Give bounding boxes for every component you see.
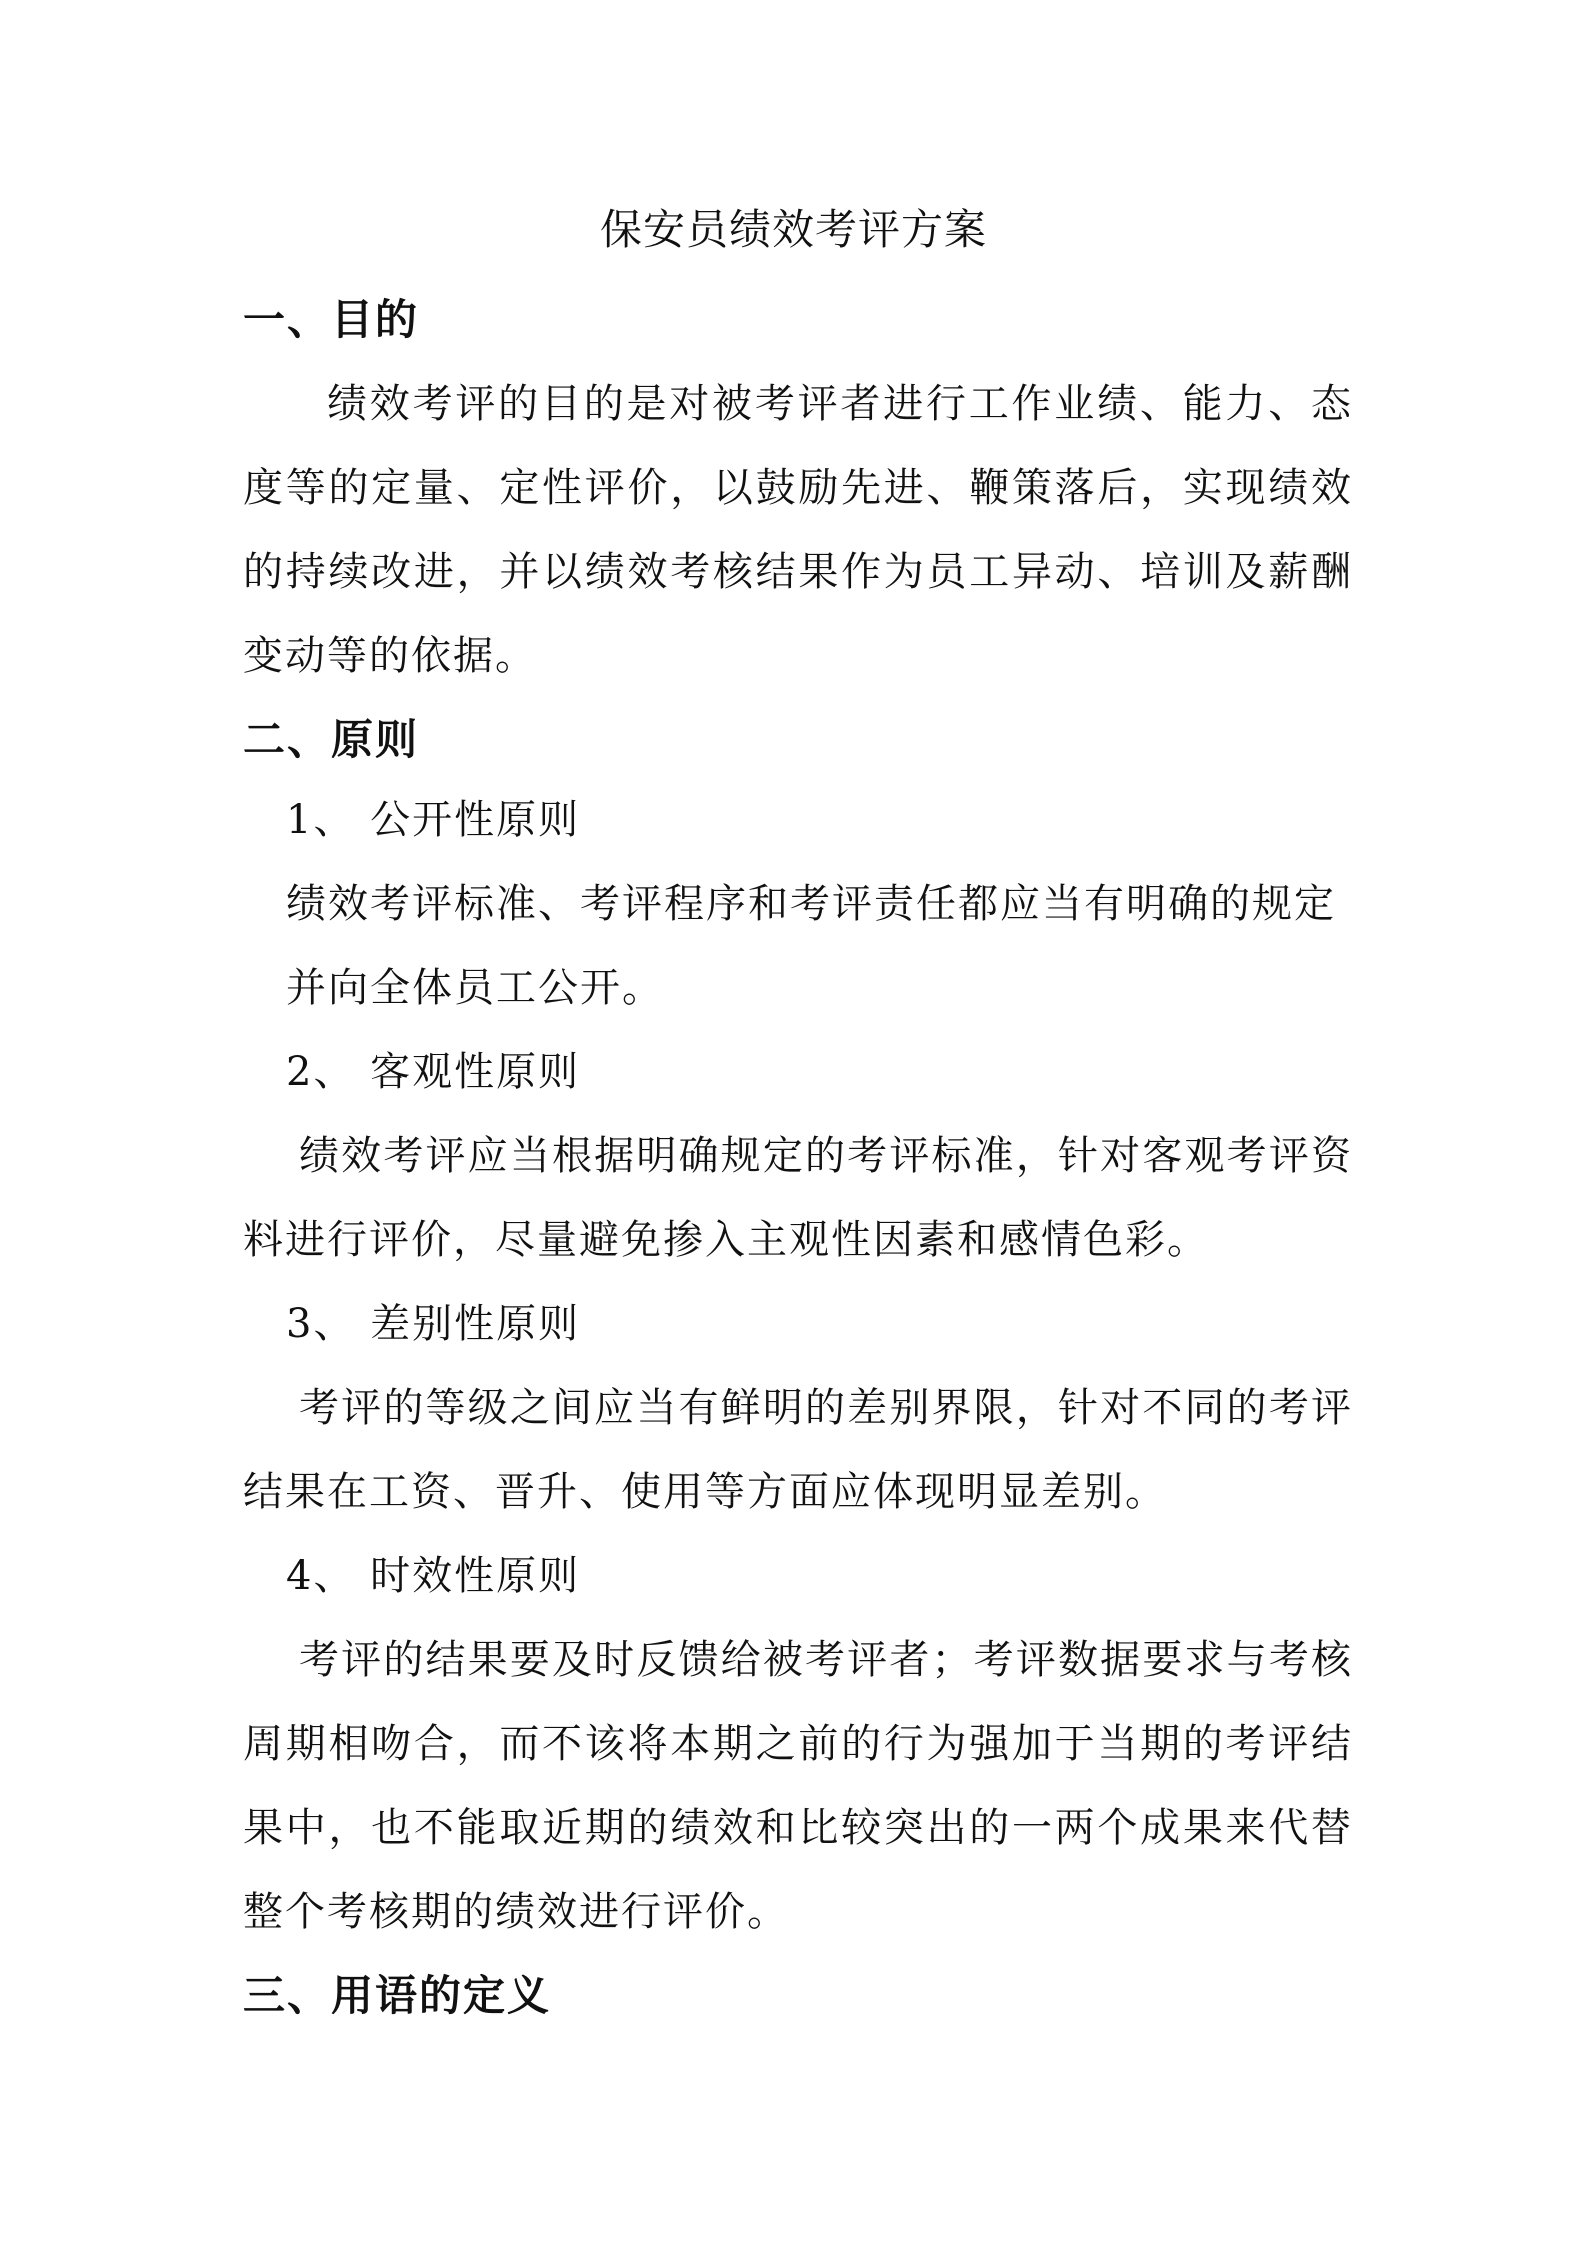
principle-4-label: 4、 时效性原则	[286, 1553, 581, 1599]
principle-3-body: 考评的等级之间应当有鲜明的差别界限，针对不同的考评结果在工资、晋升、使用等方面应体现明显差别。	[243, 1385, 1353, 1515]
principle-2-label: 2、 客观性原则	[286, 1049, 581, 1095]
document-title: 保安员绩效考评方案	[599, 205, 987, 254]
principle-3-label: 3、 差别性原则	[286, 1301, 581, 1347]
section-heading-purpose: 一、目的	[243, 295, 420, 344]
principle-2-body: 绩效考评应当根据明确规定的考评标准，针对客观考评资料进行评价，尽量避免掺入主观性因素和感情色彩。	[243, 1133, 1353, 1263]
section-heading-definitions: 三、用语的定义	[243, 1971, 552, 2020]
section-purpose-body: 绩效考评的目的是对被考评者进行工作业绩、能力、态度等的定量、定性评价，以鼓励先进、鞭策落后，实现绩效的持续改进，并以绩效考核结果作为员工异动、培训及薪酬变动等的依据。	[243, 381, 1353, 679]
principle-1-body: 绩效考评标准、考评程序和考评责任都应当有明确的规定并向全体员工公开。	[286, 881, 1336, 1011]
section-heading-principles: 二、原则	[243, 715, 420, 764]
principle-1-label: 1、 公开性原则	[286, 797, 581, 843]
principle-4-body: 考评的结果要及时反馈给被考评者；考评数据要求与考核周期相吻合，而不该将本期之前的行为强加于当期的考评结果中，也不能取近期的绩效和比较突出的一两个成果来代替整个考核期的绩效进行评价。	[243, 1637, 1353, 1935]
